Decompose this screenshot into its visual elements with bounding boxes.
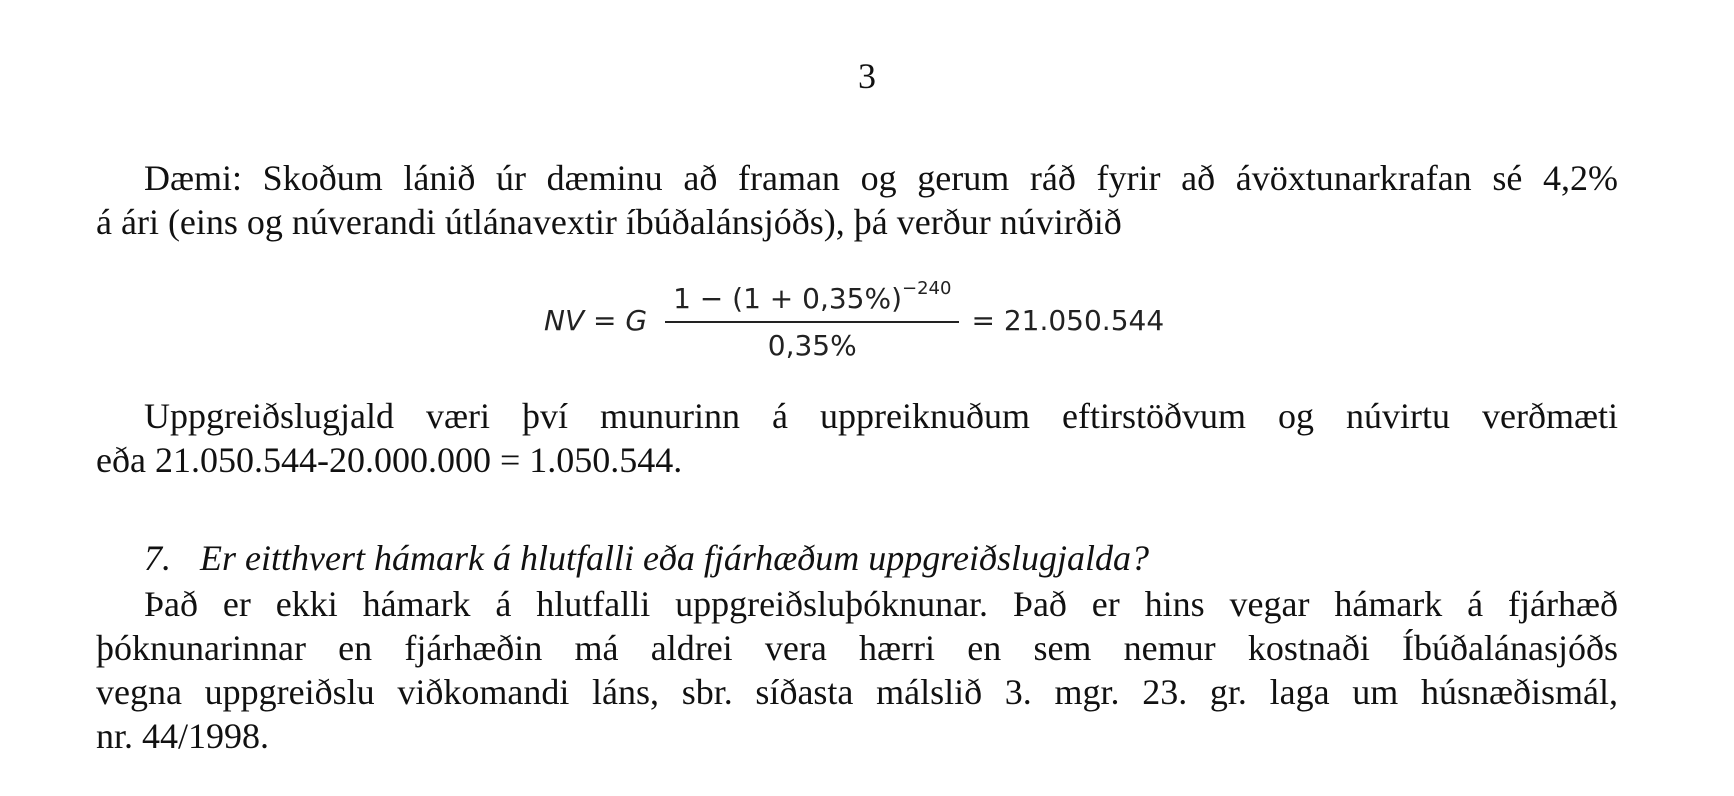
question-heading bbox=[144, 536, 1149, 580]
formula-numerator-base: 1 − (1 + 0,35%) bbox=[673, 282, 903, 315]
question-number: 7. bbox=[144, 538, 171, 578]
formula-numerator bbox=[665, 278, 959, 323]
answer-line-2: þóknunarinnar en fjárhæðin má aldrei vera hærri en sem nemur kostnaði Íbúðalánasjóðs bbox=[96, 628, 1618, 668]
page-number: 3 bbox=[858, 56, 876, 96]
example-line-1: Dæmi: Skoðum lánið úr dæminu að framan og gerum ráð fyrir að ávöxtunarkrafan sé 4,2% bbox=[144, 158, 1618, 198]
example-paragraph bbox=[96, 156, 1618, 244]
prepayment-line-1: Uppgreiðslugjald væri því munurinn á uppreiknuðum eftirstöðvum og núvirtu verðmæti bbox=[144, 396, 1618, 436]
formula-denominator: 0,35% bbox=[767, 329, 857, 362]
formula-fraction bbox=[665, 278, 959, 362]
prepayment-fee-paragraph bbox=[96, 394, 1618, 482]
answer-line-1: Það er ekki hámark á hlutfalli uppgreiðsluþóknunar. Það er hins vegar hámark á fjárhæð bbox=[144, 584, 1618, 624]
formula-exponent: −240 bbox=[902, 278, 952, 299]
question-text: Er eitthvert hámark á hlutfalli eða fjárhæðum uppgreiðslugjalda? bbox=[200, 538, 1149, 578]
answer-line-4: nr. 44/1998. bbox=[96, 716, 270, 756]
answer-line-3: vegna uppgreiðslu viðkomandi láns, sbr. síðasta málslið 3. mgr. 23. gr. laga um húsnæðismál, bbox=[96, 672, 1618, 712]
prepayment-line-2: eða 21.050.544-20.000.000 = 1.050.544. bbox=[96, 440, 683, 480]
formula-lhs: NV = G bbox=[544, 303, 648, 337]
formula-result: = 21.050.544 bbox=[971, 303, 1165, 337]
answer-paragraph bbox=[96, 582, 1618, 758]
present-value-formula bbox=[544, 270, 1164, 370]
example-line-2: á ári (eins og núverandi útlánavextir íbúðalánsjóðs), þá verður núvirðið bbox=[96, 202, 1122, 242]
